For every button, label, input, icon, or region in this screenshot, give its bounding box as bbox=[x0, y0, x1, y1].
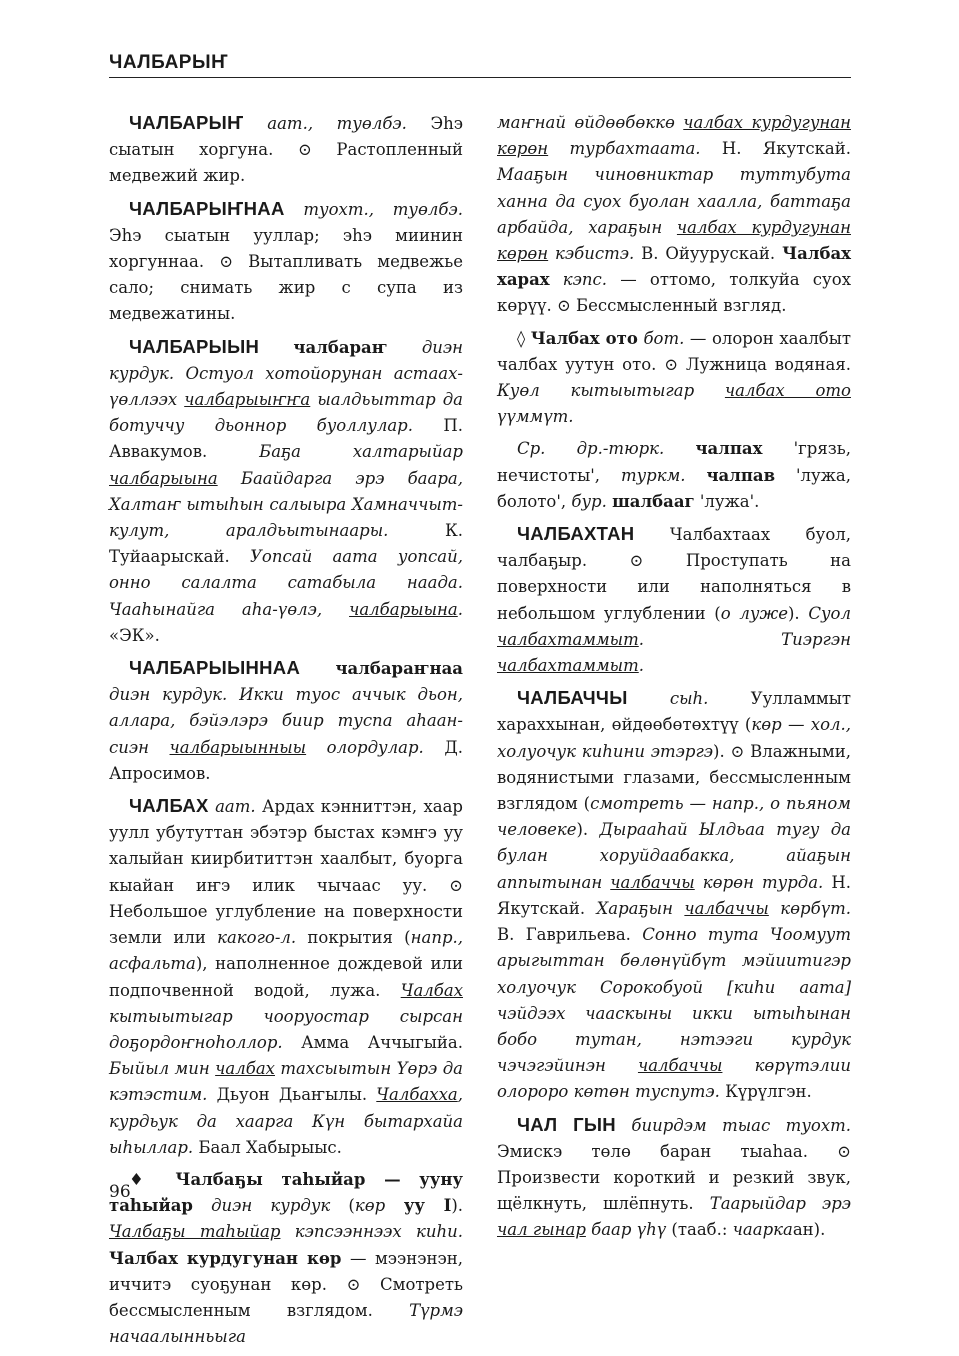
abbreviation: көр — хол., холуочук киһини этэргэ bbox=[497, 715, 851, 761]
text: ан). bbox=[792, 1220, 826, 1240]
example-keyword: чалбарыына bbox=[109, 468, 218, 488]
abbreviation: смотреть — напр., о пьяном человеке bbox=[497, 794, 851, 840]
example: үүммүт. bbox=[497, 407, 574, 427]
headword: ЧАЛБАЧЧЫ bbox=[517, 687, 628, 709]
grammar-label: туохт., туөлбэ. bbox=[303, 199, 463, 219]
example: . bbox=[638, 656, 644, 676]
citation-source: Д. Апросимов. bbox=[109, 737, 463, 783]
diamond-icon: ◊ bbox=[517, 328, 531, 348]
grammar-label: бот. bbox=[643, 328, 685, 348]
grammar-label: аат., туөлбэ. bbox=[267, 114, 407, 133]
example: кэпсээннээх киһи. bbox=[280, 1222, 464, 1242]
translation-marker-icon: ⊙ bbox=[346, 1274, 361, 1294]
text bbox=[244, 114, 268, 133]
definition-sakha: Ардах кэнниттэн, хаар уулл убутуттан эбэтэр быстах кэмҥэ уу халыйан киирбититтэн хаалбыт, буорга кыайан иҥэ илик чычаас уу. bbox=[109, 797, 463, 895]
cognate: чалпав bbox=[706, 465, 776, 485]
example-keyword: Чалбах bbox=[400, 980, 463, 1000]
cross-reference: чалбараҥ bbox=[293, 337, 388, 357]
translation-russian: ), наполненное дождевой или подпочвенной водой, лужа. bbox=[109, 954, 463, 1000]
headword: ЧАЛБАРЫҤНАА bbox=[129, 197, 285, 219]
cognate: шалбааг bbox=[612, 491, 695, 511]
example: Сонно тута Чоомуут арыгыттан бөлөнүйбүт мэйиитигэр холуочук Сорокобуой [ bbox=[497, 925, 851, 997]
abbreviation: Ср. др.-тюрк. bbox=[517, 439, 665, 459]
citation-source: К. Туйаарыскай. bbox=[109, 521, 463, 567]
etymology bbox=[497, 436, 851, 515]
grammar-label: сыһ. bbox=[669, 689, 709, 709]
text: ). bbox=[713, 741, 731, 761]
citation-source: «ЭК». bbox=[109, 625, 160, 645]
example: Мааҕын чиновниктар туттубута ханна да суох буолан хаалла, баттаҕа арбайда, хараҕын bbox=[497, 165, 851, 237]
example: ] чэйдээх чааскыны икки ытыһынан бобо тутан, нэтээги курдук чэчэгэйинэн bbox=[497, 977, 851, 1076]
example: Баҕа халтарыйар bbox=[259, 442, 463, 462]
translation-russian: Смотреть бессмысленным взглядом. bbox=[109, 1274, 463, 1320]
example: көрүтэлии олороро көтөн туспутэ. bbox=[497, 1056, 851, 1102]
example: диэн курдук. Остуол хотойорунан астаах-үөллээх bbox=[109, 337, 464, 410]
definition-sakha: — оттомо, толкуйа суох көрүү. bbox=[497, 270, 851, 316]
example-keyword: Чалбахха bbox=[376, 1085, 458, 1105]
phrase-headword: Чалбах курдугунан көр bbox=[109, 1248, 342, 1268]
translation-marker-icon: ⊙ bbox=[297, 140, 312, 160]
phrase-headword: Чалбах ото bbox=[530, 328, 638, 348]
gloss: 'лужа'. bbox=[694, 491, 760, 511]
citation-source: П. Аввакумов. bbox=[109, 416, 463, 462]
example: Суол bbox=[808, 603, 851, 623]
citation-source: Амма Аччыгыйа. bbox=[282, 1032, 463, 1052]
entry-chalbakhtan bbox=[497, 521, 851, 679]
header-rule bbox=[109, 77, 851, 78]
phrase-headword: ♦ Чалбаҕы таһыйар — ууну таһыйар bbox=[109, 1169, 463, 1216]
example-keyword: чалбах ото bbox=[724, 381, 851, 401]
text bbox=[550, 270, 563, 289]
translation-marker-icon: ⊙ bbox=[629, 551, 644, 571]
example-keyword: чалбаччы bbox=[610, 872, 695, 892]
page-number: 96 bbox=[109, 1182, 131, 1202]
example: , курдьук да хаарга Күн бытархайа ыһыллар. bbox=[109, 1085, 463, 1157]
headword: ЧАЛБАРЫЫН bbox=[129, 335, 260, 357]
translation-russian: Растопленный медвежий жир. bbox=[109, 140, 463, 186]
translation-russian: Небольшое углубление на поверхности земли или bbox=[109, 901, 463, 948]
example: Дырааһай Ылдьаа тугу да булан хоруйдаабакка, айаҕын аппытынан bbox=[497, 820, 851, 892]
definition-sakha: Чалбахтаах буол, чалбаҕыр. bbox=[497, 525, 851, 571]
translation-russian: Произвести короткий и резкий звук, щёлкнуть, шлёпнуть. bbox=[497, 1167, 851, 1214]
example: турбахтаата. bbox=[548, 139, 701, 159]
definition-sakha: Эмискэ төлө баран тыаһаа. bbox=[497, 1141, 838, 1161]
text bbox=[285, 200, 304, 219]
example: диэн курдук. Икки туос аччык дьон, аллара, бэйэлэрэ биир туспа аһаан-сиэн bbox=[109, 685, 463, 757]
translation-russian: Проступать на поверхности или наполняться в небольшом углублении ( bbox=[497, 551, 852, 623]
entry-phraseology bbox=[109, 1167, 463, 1350]
example: Уопсай аата уопсай, онно салалта сатабыла наада. Чааһынайга аһа-үөлэ, bbox=[109, 547, 463, 619]
example-keyword: чалбарыына bbox=[349, 599, 458, 619]
headword: ЧАЛБАХТАН bbox=[517, 523, 635, 545]
definition-sakha: — олорон хаалбыт чалбах уутун ото. bbox=[497, 328, 851, 374]
example: көрөн турда. bbox=[694, 872, 824, 892]
translation-marker-icon: ⊙ bbox=[556, 296, 571, 316]
entry-chalbaryngnaa bbox=[109, 196, 463, 328]
text: ). bbox=[451, 1196, 463, 1216]
entry-chalbaryng bbox=[109, 110, 463, 190]
translation-marker-icon: ⊙ bbox=[664, 354, 679, 374]
headword: ЧАЛБАРЫЫННАА bbox=[129, 657, 301, 679]
translation-russian: Вытапливать медвежье сало; снимать жир с супа из медвежатины. bbox=[109, 252, 463, 324]
text bbox=[628, 689, 670, 708]
text bbox=[616, 1116, 631, 1135]
example-keyword: чалбах курдугунан көрөн bbox=[497, 113, 851, 159]
translation-russian: Бессмысленный взгляд. bbox=[570, 296, 787, 316]
left-column bbox=[109, 110, 463, 1356]
text: ). bbox=[576, 820, 600, 840]
example: маҥнай өйдөөбөккө bbox=[497, 113, 684, 132]
citation-source: В. Гаврильева. bbox=[497, 925, 643, 945]
example: Быйыл мин bbox=[109, 1059, 216, 1079]
example-keyword: чалбахтаммыт bbox=[497, 629, 639, 649]
editorial-note: киһи аата bbox=[733, 977, 845, 997]
example-keyword: чалбаччы bbox=[684, 898, 769, 918]
grammar-label: биирдэм тыас туохт. bbox=[631, 1115, 852, 1135]
example: тахсыытын Үөрэ да кэтэстим. bbox=[109, 1059, 463, 1105]
right-column bbox=[497, 110, 851, 1250]
translation-russian: Влажными, водянистыми глазами, бессмысленным взглядом ( bbox=[497, 741, 851, 814]
citation-source: Күрүлгэн. bbox=[719, 1082, 812, 1102]
translation-russian: покрытия ( bbox=[296, 928, 411, 948]
text bbox=[300, 659, 335, 678]
riddle-answer: чаарка bbox=[732, 1220, 793, 1240]
text bbox=[259, 338, 293, 357]
cross-reference: уу I bbox=[385, 1196, 452, 1216]
translation-marker-icon: ⊙ bbox=[730, 741, 745, 761]
definition-sakha: Эһэ сыатын хоргуна. bbox=[109, 114, 463, 160]
text bbox=[664, 439, 695, 458]
example: ыалдьыттар да ботуччу дьоннор буоллулар. bbox=[109, 390, 464, 436]
translation-marker-icon: ⊙ bbox=[837, 1141, 851, 1161]
text: ). bbox=[787, 603, 809, 623]
example: Куөл кытыытыгар bbox=[497, 381, 725, 401]
example-keyword: чал гынар bbox=[497, 1220, 586, 1240]
abbreviation: о луже bbox=[720, 603, 788, 623]
example: Хараҕын bbox=[596, 898, 685, 918]
abbreviation: туркм. bbox=[620, 465, 686, 485]
text bbox=[388, 338, 422, 357]
entry-chalbakh bbox=[109, 793, 463, 1161]
gloss: 'лужа, болото', bbox=[497, 465, 852, 511]
definition-sakha: — мээнэнэн, иччитэ суоҕунан көр. bbox=[109, 1248, 463, 1294]
text bbox=[686, 466, 707, 485]
abbreviation: напр., асфальта bbox=[109, 928, 464, 974]
citation-source: Н. Якутскай. bbox=[497, 872, 851, 918]
entry-chalbakh-oto bbox=[497, 326, 851, 431]
headword: ЧАЛ ГЫН bbox=[517, 1113, 616, 1135]
entry-chalbaryyn bbox=[109, 334, 463, 649]
example: кэбистэ. bbox=[548, 244, 635, 264]
gloss: 'грязь, нечистоты', bbox=[497, 439, 852, 485]
headword: ЧАЛБАРЫҤ bbox=[129, 112, 244, 133]
text bbox=[193, 1196, 211, 1215]
example: кытыытыгар чооруостар сырсан доҕордоҥноһоллор. bbox=[109, 1006, 463, 1052]
entry-continuation bbox=[497, 110, 851, 320]
example: олордулар. bbox=[306, 737, 424, 757]
abbreviation: какого-л. bbox=[217, 928, 297, 948]
example-keyword: чалбах курдугунан көрөн bbox=[497, 217, 851, 264]
translation-russian: Лужница водяная. bbox=[678, 354, 852, 374]
entry-chalbachchy bbox=[497, 685, 851, 1105]
example: . bbox=[457, 599, 463, 619]
abbreviation: көр bbox=[354, 1196, 386, 1216]
text: (тааб.: bbox=[666, 1220, 733, 1240]
citation-source: Дьуон Дьаҥылы. bbox=[207, 1085, 377, 1105]
phrase-headword: Чалбах харах bbox=[497, 244, 851, 290]
abbreviation: бур. bbox=[571, 491, 607, 511]
running-head: ЧАЛБАРЫҤ bbox=[109, 52, 229, 73]
example: баар үһү bbox=[585, 1220, 667, 1240]
entry-chal-gyn bbox=[497, 1112, 851, 1244]
headword: ЧАЛБАХ bbox=[129, 795, 209, 817]
text: ( bbox=[330, 1196, 355, 1216]
citation-source: Н. Якутскай. bbox=[700, 139, 851, 159]
translation-marker-icon: ⊙ bbox=[219, 252, 234, 272]
translation-marker-icon: ⊙ bbox=[449, 875, 463, 895]
example-keyword: чалбахтаммыт bbox=[497, 656, 639, 676]
example-keyword: Чалбаҕы таһыйар bbox=[109, 1222, 281, 1242]
example: көрбүт. bbox=[768, 898, 852, 918]
grammar-label: диэн курдук bbox=[211, 1196, 331, 1216]
citation-source: Баал Хабырыыс. bbox=[193, 1137, 342, 1157]
definition-sakha: Эһэ сыатын ууллар; эһэ миинин хоргуннаа. bbox=[109, 225, 463, 272]
definition-sakha: Уулламмыт хараххынан, өйдөөбөтөхтүү ( bbox=[497, 689, 852, 735]
example: Таарыйдар эрэ bbox=[709, 1194, 851, 1214]
example: Баайдарга эрэ баара, Халтаҥ ытыһын салыыра Хамначчыт-кулут, аралдьытынаары. bbox=[109, 468, 463, 541]
example: Түрмэ начаалынньыга bbox=[109, 1300, 463, 1347]
example-keyword: чалбарыыҥҥа bbox=[184, 390, 311, 410]
example-keyword: чалбарыынныы bbox=[169, 737, 307, 757]
citation-source: В. Ойуурускай. bbox=[634, 244, 783, 264]
grammar-label: аат. bbox=[215, 797, 256, 817]
example: . Тиэргэн bbox=[638, 629, 851, 649]
grammar-label: кэпс. bbox=[562, 270, 608, 290]
example-keyword: чалбаччы bbox=[637, 1056, 723, 1076]
entry-chalbaryynnaa bbox=[109, 655, 463, 787]
cross-reference: чалбараҥнаа bbox=[335, 659, 463, 679]
example-keyword: чалбах bbox=[215, 1059, 275, 1079]
cognate: чалпах bbox=[695, 439, 763, 459]
